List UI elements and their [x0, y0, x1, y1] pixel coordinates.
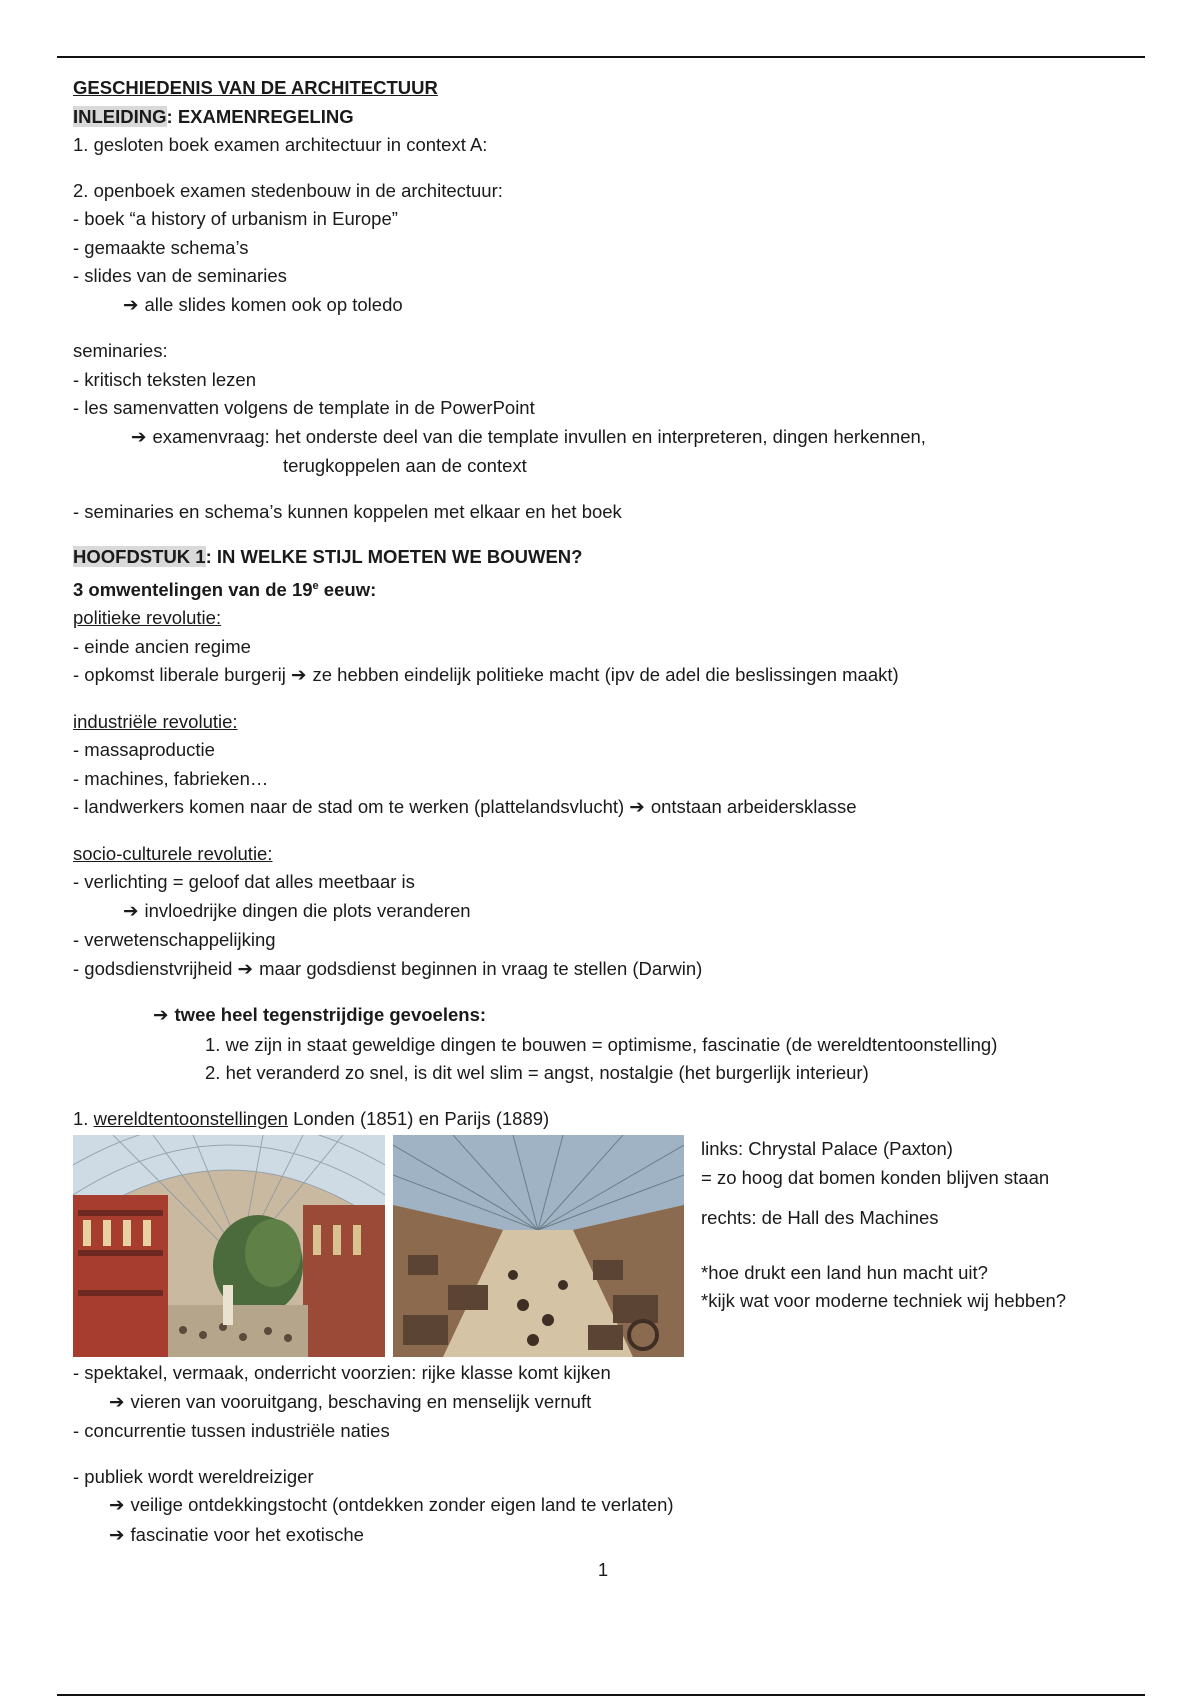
gevoelens-heading-text: twee heel tegenstrijdige gevoelens: [174, 1004, 487, 1026]
examvraag-line [73, 423, 1133, 453]
list-item [73, 955, 1133, 985]
arrow-icon: ➔ [109, 1495, 125, 1517]
wereld-link-text: wereldtentoonstellingen [93, 1107, 288, 1129]
wereld-heading [73, 1105, 1133, 1134]
seminaries-label: seminaries: [73, 340, 168, 361]
list-item: - les samenvatten volgens de template in de PowerPoint [73, 397, 535, 418]
arrow-icon: ➔ [123, 900, 139, 922]
chapter1-label: HOOFDSTUK 1 [73, 546, 206, 567]
section-heading-socio: socio-culturele revolutie: [73, 842, 273, 864]
section-heading-politiek: politieke revolutie: [73, 607, 222, 629]
figure-caption [701, 1135, 1141, 1316]
arrow-icon: ➔ [109, 1524, 125, 1546]
gevoelens-heading [73, 1001, 1133, 1031]
arrow-icon: ➔ [629, 797, 645, 819]
sub-item [73, 1491, 1133, 1521]
document-page [73, 74, 1133, 1585]
slides-note [73, 291, 1133, 321]
list-item: - massaproductie [73, 739, 215, 761]
top-rule [57, 56, 1145, 58]
list-item [73, 661, 1133, 691]
bottom-rule [57, 1694, 1145, 1696]
chapter1-heading [73, 543, 1133, 572]
list-item-text: - opkomst liberale burgerij [73, 664, 286, 686]
caption-right: rechts: de Hall des Machines [701, 1207, 939, 1229]
list-item-text: ontstaan arbeidersklasse [650, 796, 857, 818]
section-heading-industrieel: industriële revolutie: [73, 710, 238, 732]
list-item: - verwetenschappelijking [73, 929, 276, 951]
omwentelingen-text-end: eeuw: [318, 578, 377, 600]
list-item: - gemaakte schema’s [73, 236, 249, 258]
sub-item-text: vieren van vooruitgang, beschaving en menselijk vernuft [130, 1390, 592, 1412]
numbered-item: 1. we zijn in staat geweldige dingen te bouwen = optimisme, fascinatie (de wereldtentoonstelling) [205, 1033, 998, 1055]
arrow-icon: ➔ [109, 1391, 125, 1413]
list-item: - kritisch teksten lezen [73, 368, 257, 390]
wereld-heading-rest: Londen (1851) en Parijs (1889) [287, 1107, 550, 1129]
examvraag-continuation: terugkoppelen aan de context [283, 455, 527, 476]
figure-row [73, 1135, 1133, 1359]
list-item: - spektakel, vermaak, onderricht voorzien: rijke klasse komt kijken [73, 1362, 611, 1384]
sub-item [73, 1521, 1133, 1551]
sub-item [73, 1388, 1133, 1418]
sub-item-text: veilige ontdekkingstocht (ontdekken zonder eigen land te verlaten) [130, 1494, 674, 1516]
list-item-text: ze hebben eindelijk politieke macht (ipv de adel die beslissingen maakt) [312, 664, 899, 686]
numbered-item: 2. het veranderd zo snel, is dit wel slim = angst, nostalgie (het burgerlijk interieur) [205, 1062, 869, 1084]
sub-item [73, 897, 1133, 927]
question-line: *kijk wat voor moderne techniek wij hebben? [701, 1290, 1067, 1312]
exam1-line: 1. gesloten boek examen architectuur in context A: [73, 134, 488, 155]
document-title: GESCHIEDENIS VAN DE ARCHITECTUUR [73, 77, 438, 98]
hall-des-machines-photo [393, 1135, 684, 1357]
arrow-icon: ➔ [131, 426, 147, 448]
list-item-text: - landwerkers komen naar de stad om te werken (plattelandsvlucht) [73, 796, 625, 818]
list-item: - einde ancien regime [73, 635, 251, 657]
intro-label: INLEIDING [73, 105, 167, 127]
list-item: - concurrentie tussen industriële naties [73, 1420, 390, 1442]
arrow-icon: ➔ [290, 665, 307, 687]
intro-heading [73, 103, 1133, 132]
question-line: *hoe drukt een land hun macht uit? [701, 1261, 988, 1283]
list-item: - slides van de seminaries [73, 265, 287, 286]
sub-item-text: invloedrijke dingen die plots veranderen [144, 899, 471, 921]
intro-heading-rest: : EXAMENREGELING [166, 105, 354, 127]
list-item [73, 793, 1133, 823]
list-item-text: - godsdienstvrijheid [73, 957, 233, 979]
superscript: e [312, 579, 319, 592]
arrow-icon: ➔ [237, 958, 254, 980]
crystal-palace-photo [73, 1135, 385, 1357]
list-item: - verlichting = geloof dat alles meetbaar is [73, 871, 415, 893]
caption-left: links: Chrystal Palace (Paxton) [701, 1138, 953, 1160]
chapter1-heading-rest: : IN WELKE STIJL MOETEN WE BOUWEN? [205, 546, 583, 567]
wereld-number: 1. [73, 1107, 94, 1129]
slides-note-text: alle slides komen ook op toledo [144, 293, 403, 315]
list-item: - machines, fabrieken… [73, 767, 269, 789]
koppelen-line: - seminaries en schema’s kunnen koppelen met elkaar en het boek [73, 500, 622, 522]
page-number: 1 [597, 1559, 609, 1581]
omwentelingen-heading [73, 572, 1133, 605]
arrow-icon: ➔ [153, 1005, 169, 1027]
omwentelingen-text: 3 omwentelingen van de 19 [73, 578, 313, 600]
caption-left-detail: = zo hoog dat bomen konden blijven staan [701, 1166, 1050, 1188]
arrow-icon: ➔ [123, 294, 139, 316]
list-item: - publiek wordt wereldreiziger [73, 1465, 314, 1487]
exam2-line: 2. openboek examen stedenbouw in de architectuur: [73, 179, 503, 201]
list-item-text: maar godsdienst beginnen in vraag te stellen (Darwin) [259, 957, 703, 979]
sub-item-text: fascinatie voor het exotische [130, 1523, 364, 1545]
examvraag-text: examenvraag: het onderste deel van die template invullen en interpreteren, dingen herkennen, [152, 425, 926, 447]
list-item: - boek “a history of urbanism in Europe” [73, 208, 398, 229]
